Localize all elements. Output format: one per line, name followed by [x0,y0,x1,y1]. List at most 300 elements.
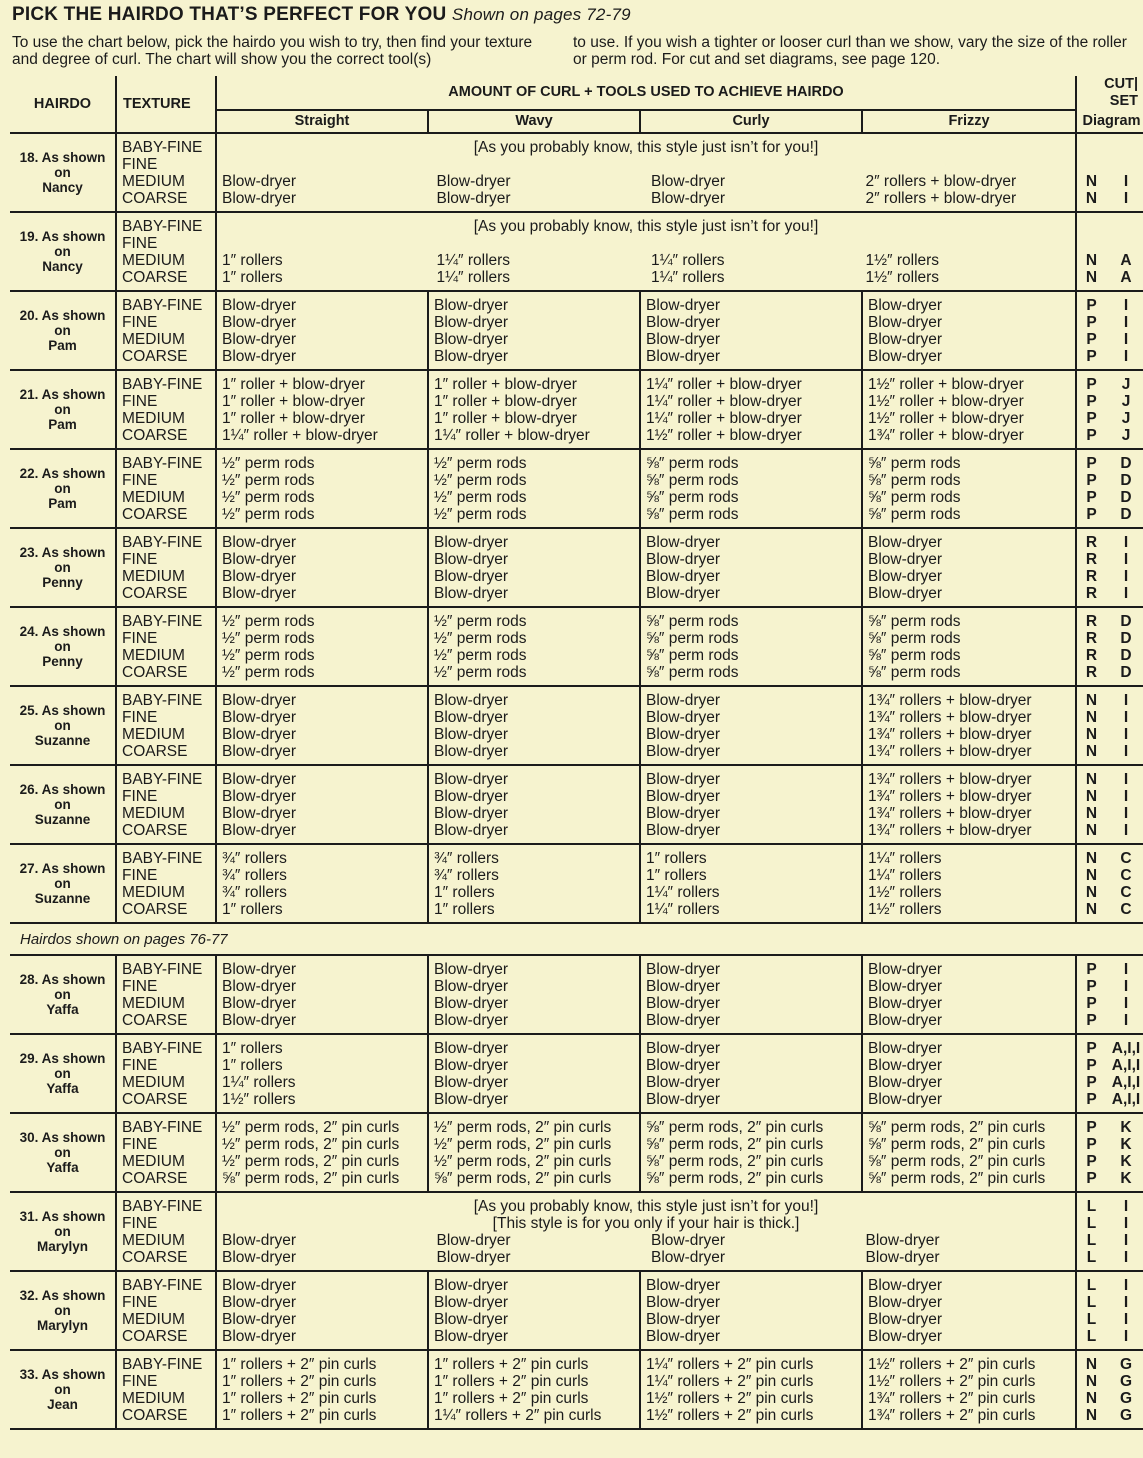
curly-cell [640,1113,862,1192]
set-cell [1106,1350,1143,1429]
cut-entry: P [1086,471,1097,489]
wavy-entry: Blow-dryer [434,584,509,602]
texture-entry: BABY-FINE [122,454,203,472]
wavy-entry: Blow-dryer [434,994,509,1012]
texture-entry: FINE [122,629,158,647]
wavy-entry: Blow-dryer [434,804,509,822]
set-entry: A,I,I [1111,1090,1141,1108]
set-list [1106,692,1143,760]
col-header-curly: Curly [640,110,862,133]
set-entry: D [1120,629,1132,647]
straight-entry: Blow-dryer [222,567,297,585]
frizzy-entry: Blow-dryer [868,1293,943,1311]
blank-line [1106,218,1143,235]
hairdo-on: on [54,165,71,180]
wavy-cell [428,607,640,686]
set-entry: I [1123,821,1129,839]
wavy-entry: ½″ perm rods [434,663,527,681]
note-text: [As you probably know, this style just isn’t for you!] [473,1197,819,1215]
curly-entry: Blow-dryer [651,189,726,207]
curly-cell [640,449,862,528]
hairdo-cell [10,370,116,449]
cut-entry: P [1086,488,1097,506]
wavy-entry: Blow-dryer [434,550,509,568]
texture-entry: MEDIUM [122,251,185,269]
texture-entry: MEDIUM [122,172,185,190]
curly-entry: Blow-dryer [646,347,721,365]
curly-entry: Blow-dryer [646,821,721,839]
texture-cell [116,1113,216,1192]
set-list [1106,771,1143,839]
hairdo-row [10,955,1143,1034]
unsuitable-note [217,1198,1075,1232]
hairdo-on: on [54,876,71,891]
set-entry: C [1120,883,1132,901]
straight-entry: ½″ perm rods [222,663,315,681]
set-list [1106,139,1143,207]
straight-entry: Blow-dryer [222,533,297,551]
set-entry: D [1120,612,1132,630]
straight-list [222,1356,427,1424]
wavy-list [434,961,639,1029]
set-entry: I [1123,1327,1129,1345]
straight-cell [216,686,428,765]
set-entry: D [1120,663,1132,681]
texture-entry: BABY-FINE [122,375,203,393]
straight-column [217,173,432,207]
set-entry: J [1121,375,1131,393]
straight-entry: Blow-dryer [222,960,297,978]
straight-entry: Blow-dryer [222,1293,297,1311]
wavy-entry: Blow-dryer [434,1327,509,1345]
hairdo-cell [10,1034,116,1113]
straight-cell [216,1034,428,1113]
straight-entry: Blow-dryer [222,994,297,1012]
cut-cell [1076,765,1106,844]
cut-entry: N [1085,866,1098,884]
texture-entry: COARSE [122,1011,188,1029]
curly-entry: 1¼″ roller + blow-dryer [646,375,802,393]
wavy-list [434,1356,639,1424]
curly-list [646,1040,861,1108]
curly-entry: Blow-dryer [646,787,721,805]
cut-entry: P [1086,1039,1097,1057]
cut-list [1077,218,1106,286]
texture-entry: MEDIUM [122,725,185,743]
cut-entry: L [1086,1293,1097,1311]
title-subtitle: Shown on pages 72-79 [451,5,631,24]
straight-entry: ½″ perm rods, 2″ pin curls [222,1118,400,1136]
cut-entry: P [1086,977,1097,995]
straight-list [222,692,427,760]
hairdo-model-name: Nancy [42,259,83,274]
wavy-entry: ½″ perm rods [434,629,527,647]
hairdo-on: on [54,1224,71,1239]
texture-entry: FINE [122,1293,158,1311]
cut-list [1077,297,1106,365]
texture-entry: FINE [122,471,158,489]
frizzy-entry: 1½″ rollers [865,268,940,286]
texture-list [122,613,215,681]
set-entry: I [1123,691,1129,709]
hairdo-on: on [54,402,71,417]
set-entry: C [1120,849,1132,867]
wavy-entry: Blow-dryer [434,1011,509,1029]
curly-entry: ⅝″ perm rods, 2″ pin curls [646,1135,824,1153]
hairdo-model-name: Yaffa [46,1002,79,1017]
set-list [1106,455,1143,523]
straight-entry: Blow-dryer [222,977,297,995]
curly-entry: Blow-dryer [646,533,721,551]
frizzy-column [861,1232,1076,1266]
texture-entry: FINE [122,392,158,410]
cut-list [1077,850,1106,918]
wavy-entry: Blow-dryer [434,708,509,726]
set-list [1106,218,1143,286]
set-entry: A,I,I [1111,1039,1141,1057]
curly-entry: Blow-dryer [646,1293,721,1311]
straight-entry: 1″ roller + blow-dryer [222,409,365,427]
straight-entry: 1¼″ rollers [222,1073,296,1091]
set-cell [1106,607,1143,686]
straight-cell [216,607,428,686]
frizzy-entry: Blow-dryer [868,977,943,995]
texture-entry: MEDIUM [122,1310,185,1328]
set-entry: A,I,I [1111,1056,1141,1074]
set-cell [1106,133,1143,212]
hairdo-model-name: Nancy [42,180,83,195]
curly-entry: 1¼″ rollers [651,268,725,286]
hairdo-number: 19. As shown [19,229,106,244]
curly-list [646,850,861,918]
texture-list [122,771,215,839]
wavy-list [434,1040,639,1108]
curly-list [646,455,861,523]
cut-entry: N [1085,804,1098,822]
frizzy-entry: ⅝″ perm rods [868,663,961,681]
straight-cell [216,291,428,370]
wavy-entry: ¾″ rollers [434,866,499,884]
frizzy-entry: 1¾″ rollers + blow-dryer [868,708,1032,726]
straight-list [222,771,427,839]
curly-entry: Blow-dryer [651,1248,726,1266]
texture-list [122,1119,215,1187]
cut-entry: N [1085,742,1098,760]
cut-entry: N [1085,172,1098,190]
curly-entry: ⅝″ perm rods, 2″ pin curls [646,1169,824,1187]
set-list [1106,376,1143,444]
col-header-hairdo: HAIRDO [10,76,116,133]
texture-entry: COARSE [122,426,188,444]
texture-entry: BABY-FINE [122,691,203,709]
hairdo-cell [10,1192,116,1271]
cut-cell [1076,528,1106,607]
straight-entry: 1″ rollers [222,1039,283,1057]
set-entry: G [1119,1372,1133,1390]
wavy-entry: ½″ perm rods [434,505,527,523]
straight-list [222,534,427,602]
frizzy-cell [862,528,1076,607]
texture-cell [116,1192,216,1271]
hairdo-row [10,212,1143,291]
cut-cell [1076,955,1106,1034]
hairdo-number: 23. As shown [19,545,106,560]
curly-cell [640,1350,862,1429]
frizzy-entry: Blow-dryer [868,1039,943,1057]
hairdo-cell [10,212,116,291]
curly-entry: Blow-dryer [646,977,721,995]
straight-entry: ½″ perm rods, 2″ pin curls [222,1152,400,1170]
texture-entry: COARSE [122,505,188,523]
straight-entry: 1″ rollers [222,268,283,286]
set-entry: I [1123,1197,1129,1215]
curly-entry: Blow-dryer [646,1073,721,1091]
cut-entry: N [1085,1372,1098,1390]
wavy-entry: 1″ rollers + 2″ pin curls [434,1355,589,1373]
lower-entries [217,252,1075,286]
hairdo-on: on [54,1303,71,1318]
wavy-entry: ⅝″ perm rods, 2″ pin curls [434,1169,612,1187]
straight-entry: Blow-dryer [222,172,297,190]
hairdo-model-name: Jean [47,1397,78,1412]
set-entry: K [1120,1152,1132,1170]
curly-entry: ⅝″ perm rods, 2″ pin curls [646,1118,824,1136]
set-list [1106,534,1143,602]
texture-entry: FINE [122,1214,158,1232]
cut-entry: P [1086,330,1097,348]
cut-entry: P [1086,392,1097,410]
texture-entry: MEDIUM [122,330,185,348]
straight-cell [216,765,428,844]
texture-cell [116,607,216,686]
straight-entry: Blow-dryer [222,1327,297,1345]
straight-column [217,252,432,286]
cut-entry: L [1086,1248,1097,1266]
curly-entry: Blow-dryer [646,330,721,348]
straight-entry: 1″ rollers + 2″ pin curls [222,1389,377,1407]
frizzy-cell [862,1350,1076,1429]
hairdo-row [10,291,1143,370]
frizzy-entry: Blow-dryer [865,1248,940,1266]
straight-entry: 1¼″ roller + blow-dryer [222,426,378,444]
unsuitable-note-cell [216,133,1076,212]
curly-entry: Blow-dryer [646,770,721,788]
set-entry: D [1120,488,1132,506]
wavy-entry: Blow-dryer [436,1231,511,1249]
frizzy-entry: ⅝″ perm rods [868,646,961,664]
curly-list [646,613,861,681]
texture-list [122,534,215,602]
texture-entry: COARSE [122,1406,188,1424]
wavy-entry: 1″ roller + blow-dryer [434,409,577,427]
frizzy-cell [862,291,1076,370]
cut-list [1077,613,1106,681]
texture-list [122,1040,215,1108]
cut-cell [1076,1113,1106,1192]
hairdo-number: 31. As shown [19,1209,106,1224]
straight-entry: 1″ rollers [222,900,283,918]
curly-entry: Blow-dryer [646,725,721,743]
hairdo-row [10,1034,1143,1113]
curly-entry: 1¼″ rollers [646,883,720,901]
cut-entry: P [1086,505,1097,523]
set-cell [1106,1271,1143,1350]
frizzy-entry: ⅝″ perm rods, 2″ pin curls [868,1135,1046,1153]
straight-cell [216,1113,428,1192]
hairdo-number: 21. As shown [19,387,106,402]
straight-entry: Blow-dryer [222,1310,297,1328]
curly-entry: 1¼″ roller + blow-dryer [646,392,802,410]
cut-entry: P [1086,1056,1097,1074]
texture-entry: COARSE [122,742,188,760]
texture-entry: BABY-FINE [122,960,203,978]
wavy-entry: 1¼″ rollers [436,268,511,286]
frizzy-list [868,1040,1075,1108]
set-entry: I [1123,313,1129,331]
blank-line [1077,156,1106,173]
hairdo-on: on [54,1066,71,1081]
wavy-cell [428,955,640,1034]
curly-entry: Blow-dryer [646,691,721,709]
texture-entry: BABY-FINE [122,770,203,788]
set-entry: I [1123,296,1129,314]
curly-entry: Blow-dryer [646,584,721,602]
set-entry: I [1123,584,1129,602]
hairdo-row [10,765,1143,844]
hairdo-number: 22. As shown [19,466,106,481]
frizzy-entry: 1½″ rollers [865,251,940,269]
set-entry: I [1123,994,1129,1012]
wavy-list [434,613,639,681]
texture-entry: MEDIUM [122,1073,185,1091]
straight-entry: 1″ rollers + 2″ pin curls [222,1355,377,1373]
straight-entry: Blow-dryer [222,313,297,331]
hairdo-number: 24. As shown [19,624,106,639]
curly-entry: 1¼″ rollers + 2″ pin curls [646,1372,814,1390]
curly-list [646,692,861,760]
texture-entry: FINE [122,1056,158,1074]
cut-cell [1076,686,1106,765]
hairdo-number: 29. As shown [19,1051,106,1066]
wavy-entry: 1″ rollers + 2″ pin curls [434,1372,589,1390]
hairdo-model-name: Suzanne [34,812,91,827]
hairdo-row [10,607,1143,686]
set-entry: K [1120,1118,1132,1136]
curly-list [646,1277,861,1345]
cut-entry: P [1086,1011,1097,1029]
straight-cell [216,370,428,449]
cut-list [1077,1198,1106,1266]
set-entry: I [1123,347,1129,365]
wavy-entry: ½″ perm rods, 2″ pin curls [434,1135,612,1153]
hairdo-row [10,844,1143,923]
frizzy-cell [862,1034,1076,1113]
wavy-list [434,1119,639,1187]
texture-entry: MEDIUM [122,804,185,822]
curly-entry: Blow-dryer [646,567,721,585]
cut-list [1077,139,1106,207]
cut-entry: N [1085,900,1098,918]
straight-entry: ¾″ rollers [222,849,287,867]
texture-entry: FINE [122,155,158,173]
texture-list [122,297,215,365]
texture-entry: COARSE [122,584,188,602]
wavy-entry: Blow-dryer [434,330,509,348]
texture-cell [116,955,216,1034]
texture-entry: BABY-FINE [122,849,203,867]
texture-cell [116,844,216,923]
cut-entry: P [1086,1169,1097,1187]
cut-entry: L [1086,1231,1097,1249]
wavy-entry: Blow-dryer [434,1056,509,1074]
cut-entry: P [1086,1073,1097,1091]
straight-list [222,455,427,523]
wavy-cell [428,528,640,607]
hairdo-number: 33. As shown [19,1367,106,1382]
set-entry: I [1123,1276,1129,1294]
texture-list [122,1198,215,1266]
texture-entry: BABY-FINE [122,217,203,235]
wavy-list [434,297,639,365]
set-entry: I [1123,742,1129,760]
wavy-entry: Blow-dryer [434,960,509,978]
wavy-entry: 1″ rollers [434,900,495,918]
texture-cell [116,1034,216,1113]
frizzy-entry: Blow-dryer [868,1011,943,1029]
unsuitable-note [217,218,1075,252]
unsuitable-note [217,139,1075,173]
col-header-frizzy: Frizzy [862,110,1076,133]
frizzy-entry: ⅝″ perm rods [868,471,961,489]
straight-column [217,1232,432,1266]
set-entry: J [1121,392,1131,410]
curly-entry: 1¼″ rollers [651,251,725,269]
set-entry: I [1123,1310,1129,1328]
cut-entry: P [1086,1090,1097,1108]
texture-cell [116,133,216,212]
cut-list [1077,771,1106,839]
straight-cell [216,1271,428,1350]
cut-entry: R [1085,629,1098,647]
texture-entry: BABY-FINE [122,1039,203,1057]
cut-entry: R [1085,584,1098,602]
hairdo-row [10,1192,1143,1271]
set-entry: I [1123,189,1129,207]
hairdo-chart [10,76,1143,1430]
straight-entry: ½″ perm rods [222,471,315,489]
hairdo-number: 18. As shown [19,150,106,165]
hairdo-on: on [54,1145,71,1160]
blank-line [1077,139,1106,156]
wavy-cell [428,686,640,765]
wavy-entry: Blow-dryer [434,1039,509,1057]
set-cell [1106,955,1143,1034]
blank-line [1077,218,1106,235]
set-entry: I [1123,1293,1129,1311]
cut-entry: P [1086,296,1097,314]
texture-entry: BABY-FINE [122,612,203,630]
curly-list [646,771,861,839]
set-entry: I [1123,708,1129,726]
straight-entry: 1″ rollers [222,1056,283,1074]
wavy-entry: Blow-dryer [434,821,509,839]
set-cell [1106,1034,1143,1113]
straight-cell [216,955,428,1034]
wavy-column [432,252,647,286]
frizzy-entry: ⅝″ perm rods, 2″ pin curls [868,1152,1046,1170]
hairdo-model-name: Yaffa [46,1081,79,1096]
texture-cell [116,765,216,844]
